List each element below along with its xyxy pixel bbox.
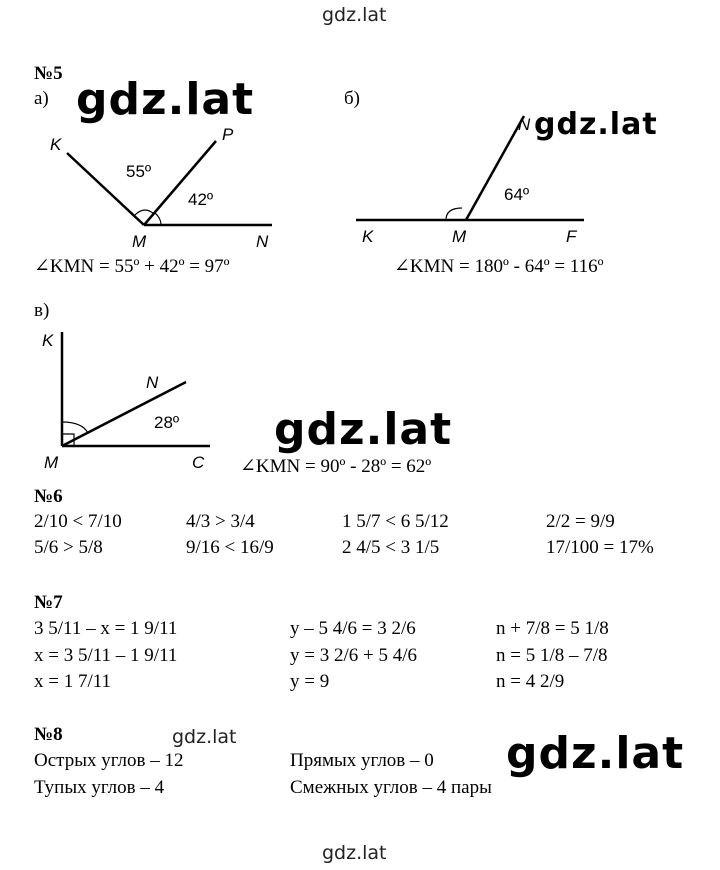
task5a-equation: ∠KMN = 55º + 42º = 97º: [34, 256, 230, 277]
ray-mn: [466, 116, 524, 220]
task7-cell: x = 1 7/11: [34, 671, 112, 692]
point-label: P: [222, 125, 234, 144]
task5a-figure: [30, 115, 290, 255]
task5b-equation: ∠KMN = 180º - 64º = 116º: [394, 256, 604, 277]
task5-title: №5: [34, 63, 63, 84]
watermark-n8-small: gdz.lat: [172, 726, 237, 748]
angle-value: 64º: [504, 185, 530, 204]
task8-cell: Тупых углов – 4: [34, 777, 165, 798]
watermark-top: gdz.lat: [322, 4, 387, 26]
task7-cell: y = 3 2/6 + 5 4/6: [290, 645, 417, 666]
task5b-label: б): [344, 88, 360, 109]
point-label: N: [146, 373, 159, 392]
task7-cell: y – 5 4/6 = 3 2/6: [290, 618, 416, 639]
task6-cell: 2/2 = 9/9: [546, 511, 615, 532]
angle-value: 55º: [126, 162, 152, 181]
task5c-label: в): [34, 300, 50, 321]
angle-value: 42º: [188, 190, 214, 209]
point-label: K: [362, 227, 374, 246]
task6-cell: 1 5/7 < 6 5/12: [342, 511, 449, 532]
task8-cell: Острых углов – 12: [34, 750, 184, 771]
task6-cell: 9/16 < 16/9: [186, 537, 274, 558]
task6-cell: 5/6 > 5/8: [34, 537, 103, 558]
task7-cell: n = 4 2/9: [496, 671, 565, 692]
point-label: C: [192, 453, 205, 472]
watermark-bottom: gdz.lat: [322, 842, 387, 864]
angle-arc: [446, 208, 462, 220]
task6-cell: 2 4/5 < 3 1/5: [342, 537, 440, 558]
watermark-n8-big: gdz.lat: [506, 728, 685, 779]
task8-cell: Смежных углов – 4 пары: [290, 777, 492, 798]
task5a-label: а): [34, 88, 49, 109]
point-label: N: [256, 232, 269, 251]
watermark-c: gdz.lat: [274, 404, 453, 455]
task5c-equation: ∠KMN = 90º - 28º = 62º: [240, 456, 432, 477]
task6-title: №6: [34, 486, 63, 507]
task5c-figure: [36, 326, 226, 472]
task6-cell: 2/10 < 7/10: [34, 511, 122, 532]
task8-title: №8: [34, 724, 63, 745]
point-label: F: [566, 227, 577, 246]
point-label: M: [44, 453, 59, 472]
watermark-a: gdz.lat: [76, 74, 255, 125]
task7-cell: n + 7/8 = 5 1/8: [496, 618, 609, 639]
angle-arc: [62, 422, 88, 433]
point-label: K: [50, 135, 62, 154]
point-label: N: [518, 115, 531, 134]
ray-mp: [144, 141, 216, 225]
point-label: M: [132, 232, 147, 251]
watermark-b: gdz.lat: [534, 107, 664, 142]
task7-title: №7: [34, 592, 63, 613]
task7-cell: 3 5/11 – x = 1 9/11: [34, 618, 178, 639]
task8-cell: Прямых углов – 0: [290, 750, 434, 771]
task7-cell: n = 5 1/8 – 7/8: [496, 645, 608, 666]
task7-cell: x = 3 5/11 – 1 9/11: [34, 645, 178, 666]
angle-arc: [155, 213, 161, 225]
task6-cell: 17/100 = 17%: [546, 537, 654, 558]
task7-cell: y = 9: [290, 671, 330, 692]
angle-value: 28º: [154, 413, 180, 432]
point-label: M: [452, 227, 467, 246]
task6-cell: 4/3 > 3/4: [186, 511, 255, 532]
point-label: K: [42, 331, 54, 350]
